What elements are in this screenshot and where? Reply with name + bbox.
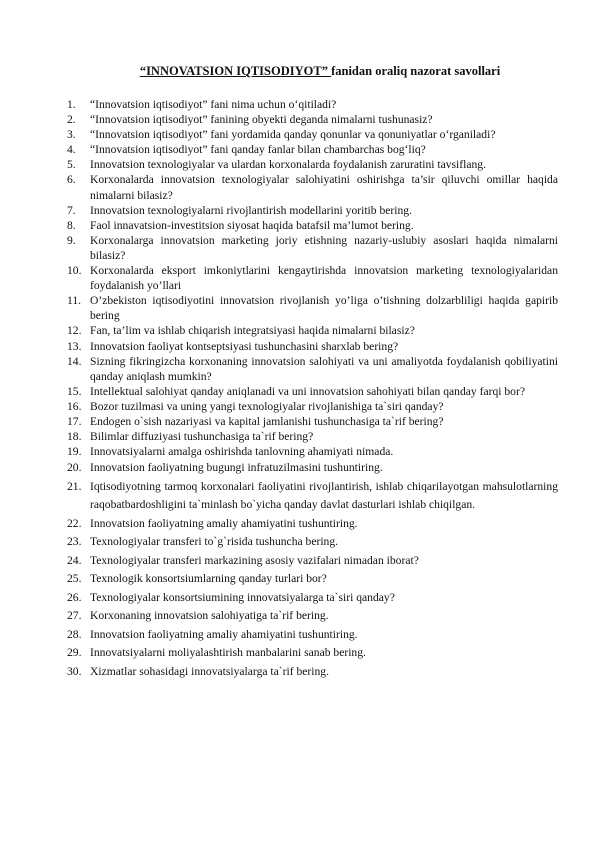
question-text: Faol innavatsion-investitsion siyosat haqida batafsil ma’lumot bering. <box>90 218 414 232</box>
question-text: Innovatsiyalarni moliyalashtirish manbalarini sanab bering. <box>90 646 366 660</box>
question-text: Innovatsion texnologiyalarni rivojlantirish modellarini yoritib bering. <box>90 203 412 217</box>
question-item <box>67 414 558 429</box>
question-number: 6. <box>67 173 76 187</box>
question-number: 26. <box>67 590 82 604</box>
question-item <box>67 533 558 552</box>
question-number: 2. <box>67 113 76 127</box>
question-item <box>67 339 558 354</box>
question-number: 28. <box>67 627 82 641</box>
question-text: Bozor tuzilmasi va uning yangi texnologiyalar rivojlanishiga ta`siri qanday? <box>90 399 444 413</box>
question-text: Innovatsion texnologiyalar va ulardan korxonalarda foydalanish zaruratini tavsiflang. <box>90 158 486 172</box>
question-number: 4. <box>67 143 76 157</box>
question-list <box>67 97 558 681</box>
question-text: Intellektual salohiyat qanday aniqlanadi va uni innovatsion sahohiyati bilan qanday farqi bor? <box>90 384 525 398</box>
question-number: 22. <box>67 516 82 530</box>
question-item <box>67 323 558 338</box>
question-item <box>67 444 558 459</box>
question-item <box>67 157 558 172</box>
question-text: Texnologiyalar transferi to`g`risida tushuncha bering. <box>90 535 339 549</box>
question-number: 10. <box>67 264 82 278</box>
question-text: Texnologiyalar konsortsiumining innovatsiyalarga ta`siri qanday? <box>90 590 395 604</box>
question-item <box>67 589 558 608</box>
question-number: 3. <box>67 128 76 142</box>
question-item <box>67 293 558 323</box>
question-item <box>67 354 558 384</box>
question-item <box>67 626 558 645</box>
question-text: Innovatsion faoliyat kontseptsiyasi tushunchasini sharxlab bering? <box>90 339 399 353</box>
question-item <box>67 97 558 112</box>
question-item <box>67 263 558 293</box>
question-number: 8. <box>67 218 76 232</box>
question-item <box>67 644 558 663</box>
question-text: Innovatsiyalarni amalga oshirishda tanlovning ahamiyati nimada. <box>90 445 394 459</box>
question-item <box>67 570 558 589</box>
question-number: 19. <box>67 445 82 459</box>
question-number: 29. <box>67 646 82 660</box>
question-text: Bilimlar diffuziyasi tushunchasiga ta`rif bering? <box>90 430 314 444</box>
question-number: 21. <box>67 479 82 493</box>
question-item <box>67 478 558 515</box>
question-number: 30. <box>67 664 82 678</box>
question-text: Korxonalarda eksport imkoniytlarini kengaytirishda innovatsion marketing texnologiyalaridan foydalanish yo’llari <box>90 264 558 293</box>
question-text: Texnologiyalar transferi markazining asosiy vazifalari nimadan iborat? <box>90 553 419 567</box>
question-item <box>67 112 558 127</box>
question-number: 1. <box>67 98 76 111</box>
question-number: 9. <box>67 233 76 247</box>
question-number: 13. <box>67 339 82 353</box>
question-number: 11. <box>67 294 82 308</box>
question-text: Korxonaning innovatsion salohiyatiga ta`rif bering. <box>90 609 329 623</box>
question-number: 27. <box>67 609 82 623</box>
question-item <box>67 142 558 157</box>
question-number: 20. <box>67 461 82 475</box>
question-text: Innovatsion faoliyatning bugungi infratuzilmasini tushuntiring. <box>90 461 383 475</box>
question-item <box>67 233 558 263</box>
question-text: Innovatsion faoliyatning amaliy ahamiyatini tushuntiring. <box>90 627 358 641</box>
question-number: 5. <box>67 158 76 172</box>
question-text: Innovatsion faoliyatning amaliy ahamiyatini tushuntiring. <box>90 516 358 530</box>
question-number: 23. <box>67 535 82 549</box>
question-number: 25. <box>67 572 82 586</box>
question-item <box>67 384 558 399</box>
question-item <box>67 552 558 571</box>
question-text: “Innovatsion iqtisodiyot” fanining obyekti deganda nimalarni tushunasiz? <box>90 113 433 127</box>
question-number: 15. <box>67 384 82 398</box>
page-title <box>60 64 580 79</box>
question-item <box>67 663 558 682</box>
question-item <box>67 127 558 142</box>
question-item <box>67 203 558 218</box>
question-item <box>67 399 558 414</box>
question-text: O’zbekiston iqtisodiyotini innovatsion rivojlanish yo’liga o’tishning dolzarbliligi haqida gapirib bering <box>90 294 558 323</box>
question-number: 18. <box>67 430 82 444</box>
question-text: “Innovatsion iqtisodiyot” fani nima uchun o‘qitiladi? <box>90 98 337 111</box>
question-number: 12. <box>67 324 82 338</box>
question-text: Xizmatlar sohasidagi innovatsiyalarga ta`rif bering. <box>90 664 329 678</box>
page-title-subject: “INNOVATSION IQTISODIYOT” <box>139 64 332 78</box>
question-item <box>67 218 558 233</box>
question-text: Korxonalarga innovatsion marketing joriy etishning nazariy-uslubiy asoslari haqida nimalarni bilasiz? <box>90 233 558 262</box>
question-item <box>67 515 558 534</box>
question-number: 24. <box>67 553 82 567</box>
question-text: “Innovatsion iqtisodiyot” fani qanday fanlar bilan chambarchas bog‘liq? <box>90 143 426 157</box>
question-number: 14. <box>67 354 82 368</box>
question-number: 16. <box>67 399 82 413</box>
question-text: Sizning fikringizcha korxonaning innovatsion salohiyati va uni amaliyotda foydalanish qobiliyatini qanday aniqlash mumkin? <box>90 354 558 383</box>
question-item <box>67 607 558 626</box>
question-text: Iqtisodiyotning tarmoq korxonalari faoliyatini rivojlantirish, ishlab chiqarilayotgan mahsulotlarning raqobatbardoshligini ta`minlash bo`yicha qanday davlat dasturlari ishlab chiqilgan. <box>90 479 558 512</box>
question-text: “Innovatsion iqtisodiyot” fani yordamida qanday qonunlar va qonuniyatlar o‘rganiladi? <box>90 128 496 142</box>
question-number: 17. <box>67 414 82 428</box>
question-text: Endogen o`sish nazariyasi va kapital jamlanishi tushunchasiga ta`rif bering? <box>90 414 444 428</box>
question-text: Fan, ta’lim va ishlab chiqarish integratsiyasi haqida nimalarni bilasiz? <box>90 324 415 338</box>
question-number: 7. <box>67 203 76 217</box>
question-text: Texnologik konsortsiumlarning qanday turlari bor? <box>90 572 327 586</box>
question-item <box>67 429 558 444</box>
question-item <box>67 172 558 202</box>
question-item <box>67 459 558 478</box>
question-text: Korxonalarda innovatsion texnologiyalar salohiyatini oshirishga ta’sir qiluvchi omillar haqida nimalarni bilasiz? <box>90 173 558 202</box>
page-title-rest: fanidan oraliq nazorat savollari <box>331 64 501 78</box>
